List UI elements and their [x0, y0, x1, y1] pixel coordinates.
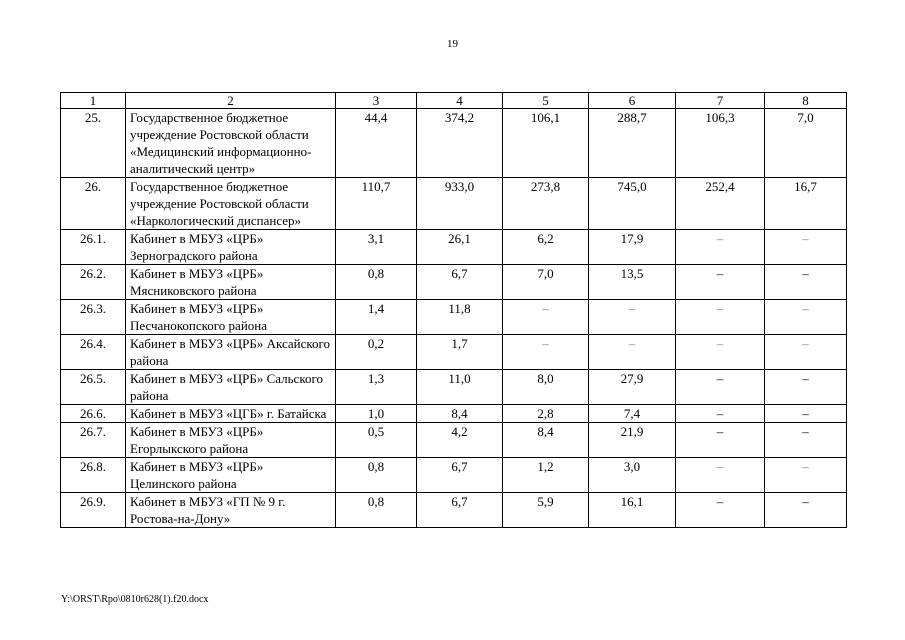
institution-name: Кабинет в МБУЗ «ЦРБ» Егорлыкского района — [126, 423, 336, 458]
cell-col7: – — [676, 458, 765, 493]
cell-col7: – — [676, 335, 765, 370]
table-row — [61, 300, 847, 335]
cell-col4: 6,7 — [417, 493, 503, 528]
cell-col3: 1,0 — [336, 405, 417, 423]
row-number: 26.8. — [61, 458, 126, 493]
table-row — [61, 335, 847, 370]
cell-col8: – — [765, 335, 847, 370]
row-number: 26.7. — [61, 423, 126, 458]
cell-col5: 6,2 — [503, 230, 589, 265]
cell-col5: 2,8 — [503, 405, 589, 423]
cell-col3: 3,1 — [336, 230, 417, 265]
cell-col3: 0,5 — [336, 423, 417, 458]
table-row — [61, 178, 847, 230]
cell-col8: – — [765, 265, 847, 300]
column-header: 5 — [503, 93, 589, 109]
cell-col5: 273,8 — [503, 178, 589, 230]
cell-col3: 110,7 — [336, 178, 417, 230]
institution-name: Кабинет в МБУЗ «ЦРБ» Песчанокопского района — [126, 300, 336, 335]
column-header: 2 — [126, 93, 336, 109]
cell-col8: – — [765, 458, 847, 493]
cell-col5: 8,4 — [503, 423, 589, 458]
column-header: 6 — [589, 93, 676, 109]
cell-col5: 1,2 — [503, 458, 589, 493]
table-row — [61, 265, 847, 300]
cell-col3: 0,8 — [336, 493, 417, 528]
cell-col5: 8,0 — [503, 370, 589, 405]
cell-col5: 106,1 — [503, 109, 589, 178]
table-row — [61, 405, 847, 423]
cell-col7: – — [676, 493, 765, 528]
cell-col8: – — [765, 405, 847, 423]
data-table — [60, 92, 847, 528]
cell-col4: 933,0 — [417, 178, 503, 230]
institution-name: Государственное бюджетное учреждение Ростовской области «Медицинский информационно-аналитический центр» — [126, 109, 336, 178]
cell-col4: 11,8 — [417, 300, 503, 335]
cell-col6: 745,0 — [589, 178, 676, 230]
cell-col5: – — [503, 300, 589, 335]
cell-col3: 1,4 — [336, 300, 417, 335]
cell-col7: – — [676, 370, 765, 405]
row-number: 26.2. — [61, 265, 126, 300]
cell-col4: 26,1 — [417, 230, 503, 265]
institution-name: Кабинет в МБУЗ «ГП № 9 г. Ростова-на-Дону» — [126, 493, 336, 528]
table-row — [61, 493, 847, 528]
row-number: 26.3. — [61, 300, 126, 335]
cell-col3: 0,8 — [336, 265, 417, 300]
row-number: 25. — [61, 109, 126, 178]
cell-col3: 1,3 — [336, 370, 417, 405]
cell-col6: 7,4 — [589, 405, 676, 423]
institution-name: Кабинет в МБУЗ «ЦРБ» Зерноградского района — [126, 230, 336, 265]
table-row — [61, 458, 847, 493]
cell-col7: 106,3 — [676, 109, 765, 178]
cell-col6: 16,1 — [589, 493, 676, 528]
cell-col3: 0,2 — [336, 335, 417, 370]
cell-col4: 4,2 — [417, 423, 503, 458]
cell-col8: 7,0 — [765, 109, 847, 178]
institution-name: Кабинет в МБУЗ «ЦРБ» Мясниковского района — [126, 265, 336, 300]
table-row — [61, 109, 847, 178]
column-header: 7 — [676, 93, 765, 109]
table-row — [61, 230, 847, 265]
institution-name: Кабинет в МБУЗ «ЦРБ» Сальского района — [126, 370, 336, 405]
file-path-footer: Y:\ORST\Rpo\0810r628(1).f20.docx — [61, 594, 209, 605]
cell-col5: 5,9 — [503, 493, 589, 528]
cell-col6: – — [589, 335, 676, 370]
cell-col5: 7,0 — [503, 265, 589, 300]
table-row — [61, 423, 847, 458]
cell-col3: 44,4 — [336, 109, 417, 178]
institution-name: Государственное бюджетное учреждение Ростовской области «Наркологический диспансер» — [126, 178, 336, 230]
cell-col8: 16,7 — [765, 178, 847, 230]
row-number: 26.1. — [61, 230, 126, 265]
table-header-row — [61, 93, 847, 109]
column-header: 4 — [417, 93, 503, 109]
page-number: 19 — [447, 38, 458, 50]
column-header: 8 — [765, 93, 847, 109]
cell-col6: 17,9 — [589, 230, 676, 265]
institution-name: Кабинет в МБУЗ «ЦРБ» Целинского района — [126, 458, 336, 493]
cell-col8: – — [765, 230, 847, 265]
cell-col7: – — [676, 265, 765, 300]
cell-col8: – — [765, 370, 847, 405]
row-number: 26.5. — [61, 370, 126, 405]
cell-col4: 6,7 — [417, 458, 503, 493]
cell-col4: 6,7 — [417, 265, 503, 300]
cell-col5: – — [503, 335, 589, 370]
row-number: 26.4. — [61, 335, 126, 370]
cell-col7: – — [676, 423, 765, 458]
cell-col6: – — [589, 300, 676, 335]
table-row — [61, 370, 847, 405]
cell-col4: 8,4 — [417, 405, 503, 423]
cell-col7: – — [676, 405, 765, 423]
column-header: 1 — [61, 93, 126, 109]
institution-name: Кабинет в МБУЗ «ЦРБ» Аксайского района — [126, 335, 336, 370]
cell-col8: – — [765, 300, 847, 335]
cell-col6: 13,5 — [589, 265, 676, 300]
cell-col8: – — [765, 493, 847, 528]
cell-col6: 288,7 — [589, 109, 676, 178]
cell-col8: – — [765, 423, 847, 458]
column-header: 3 — [336, 93, 417, 109]
institution-name: Кабинет в МБУЗ «ЦГБ» г. Батайска — [126, 405, 336, 423]
row-number: 26.9. — [61, 493, 126, 528]
cell-col4: 11,0 — [417, 370, 503, 405]
cell-col7: – — [676, 300, 765, 335]
cell-col7: – — [676, 230, 765, 265]
cell-col4: 1,7 — [417, 335, 503, 370]
cell-col6: 21,9 — [589, 423, 676, 458]
cell-col7: 252,4 — [676, 178, 765, 230]
cell-col4: 374,2 — [417, 109, 503, 178]
cell-col3: 0,8 — [336, 458, 417, 493]
row-number: 26. — [61, 178, 126, 230]
cell-col6: 3,0 — [589, 458, 676, 493]
cell-col6: 27,9 — [589, 370, 676, 405]
row-number: 26.6. — [61, 405, 126, 423]
